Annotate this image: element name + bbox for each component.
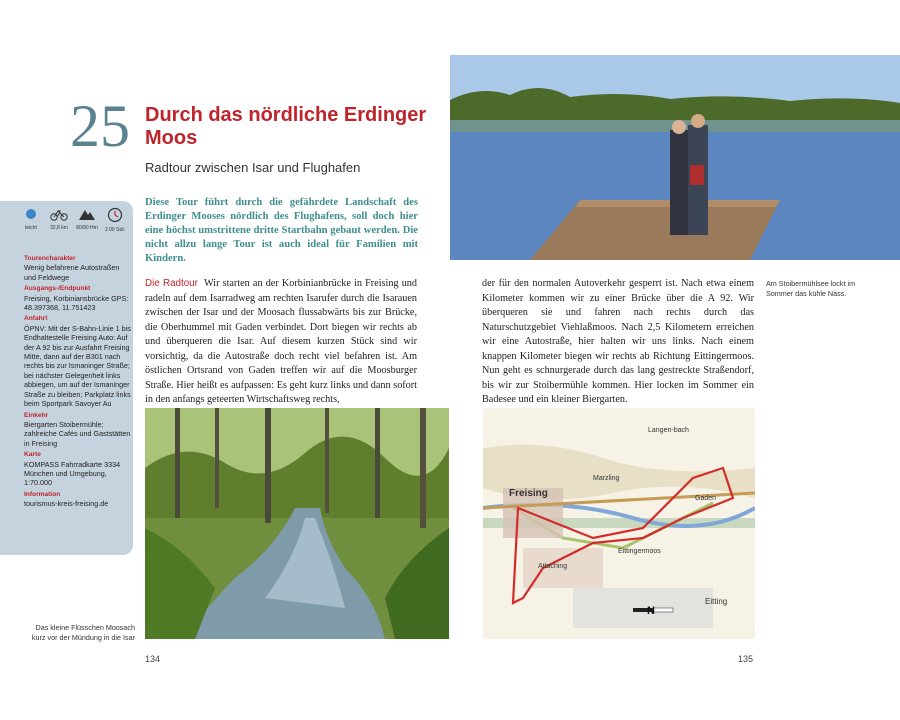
map-label-gaden: Gaden	[695, 495, 717, 502]
body-text-right: der für den normalen Autoverkehr gesperrt ist. Nach etwa einem Kilometer kommen wir zu einer Brücke über die A 92. Wir überqueren sie und fahren nach rechts durch das Naturschutzgebiet Viehlaßmoos. Nach 2,5 Kilometern erreichen wir eine Autostraße, hier halten wir uns links. Nach einem knappen Kilometer biegen wir rechts ab Richtung Eittingermoos. Nun geht es schnurgerade durch das lang gestreckte Straßendorf, bis wir zur Stoibermühle kommen. Hier locken im Sommer ein Badesee und ein kleiner Biergarten.	[482, 278, 754, 405]
difficulty-dot-icon	[24, 207, 38, 221]
photo-caption-right: Am Stoibermühlsee lockt im Sommer das kühle Nass.	[766, 279, 856, 298]
page-number-right: 135	[738, 654, 754, 664]
map-label-eitting: Eitting	[705, 597, 728, 606]
stat-difficulty: leicht	[18, 207, 44, 231]
bicycle-icon	[50, 207, 68, 221]
route-map	[483, 408, 755, 639]
tour-subtitle: Radtour zwischen Isar und Flughafen	[145, 160, 361, 175]
photo-stoibermuehlsee	[450, 55, 900, 260]
body-text-left-content: Wir starten an der Korbinianbrücke in Freising und radeln auf dem Isarradweg am rechten Isarufer durch die Isarauen zwischen der Isar und der Moosach flussabwärts bis zur Brücke, die Oberhummel mit Gaden verbindet. Dort biegen wir rechts ab und überqueren die Isar. Auf diesem kurzen Stück sind wir vorsichtig, da die Autostraße doch recht viel befahren ist. Am östlichen Ortsrand von Gaden treffen wir auf die Moosburger Straße. Hier heißt es aufpassen: Es geht kurz links und dann sofort in den anfangs geteerten Wirtschaftsweg rechts,	[145, 278, 417, 405]
map-label-freising: Freising	[509, 488, 548, 499]
tour-info-list	[24, 253, 132, 510]
info-map: Karte KOMPASS Fahrradkarte 3334 München und Umgebung, 1:70.000	[24, 451, 121, 488]
tour-stats	[18, 207, 130, 243]
body-text-left	[145, 277, 417, 408]
tour-number: 25	[70, 93, 130, 159]
lead-paragraph: Diese Tour führt durch die gefährdete Landschaft des Erdinger Mooses nördlich des Flughafens, soll doch hier eine höchst umstrittene dritte Startbahn gebaut werden. Die nicht allzu lange Tour ist auch ideal für Familien mit Kindern.	[145, 197, 418, 264]
map-label-eittingermoos: Eittingermoos	[618, 548, 661, 555]
info-refreshment: Einkehr Biergarten Stoibermühle; zahlreiche Cafés und Gaststätten in Freising	[24, 411, 131, 448]
info-start-end: Ausgangs-/Endpunkt Freising, Korbiniansbrücke GPS: 48.397368, 11.751423	[24, 285, 129, 313]
tour-title: Durch das nördliche Erdinger Moos	[145, 104, 427, 149]
map-north-marker: N	[647, 605, 655, 617]
info-arrival: Anfahrt ÖPNV: Mit der S-Bahn-Linie 1 bis Endhaltestelle Freising Auto: Auf der A 92 bis zur Ausfahrt Freising Mitte, dann auf der B301 nach rechts bis zur Ismaninger Straße; bei nächster Gelegenheit links abbiegen, um auf der Ismaninger Straße zu bleiben; Parkplatz links beim Sportpark Savoyer Au	[24, 315, 131, 409]
stat-elevation: 80/80 Hm	[74, 207, 100, 231]
body-lead-in: Die Radtour	[145, 278, 198, 289]
map-label-marzling: Marzling	[593, 475, 620, 482]
clock-icon	[107, 207, 123, 223]
photo-caption-left: Das kleine Flüsschen Moosach kurz vor der Mündung in die Isar	[31, 623, 135, 642]
photo-moosach-river	[145, 408, 449, 639]
stat-duration: 2.00 Std.	[102, 207, 128, 233]
stat-distance: 32,8 km	[46, 207, 72, 231]
page-number-left: 134	[145, 654, 161, 664]
map-label-attaching: Attaching	[538, 563, 568, 570]
elevation-icon	[78, 207, 96, 221]
info-character: Tourencharakter Wenig befahrene Autostraßen und Feldwege	[24, 255, 120, 282]
info-website: Information tourismus-kreis-freising.de	[24, 490, 109, 509]
map-label-langenbach: Langen-bach	[648, 427, 689, 434]
